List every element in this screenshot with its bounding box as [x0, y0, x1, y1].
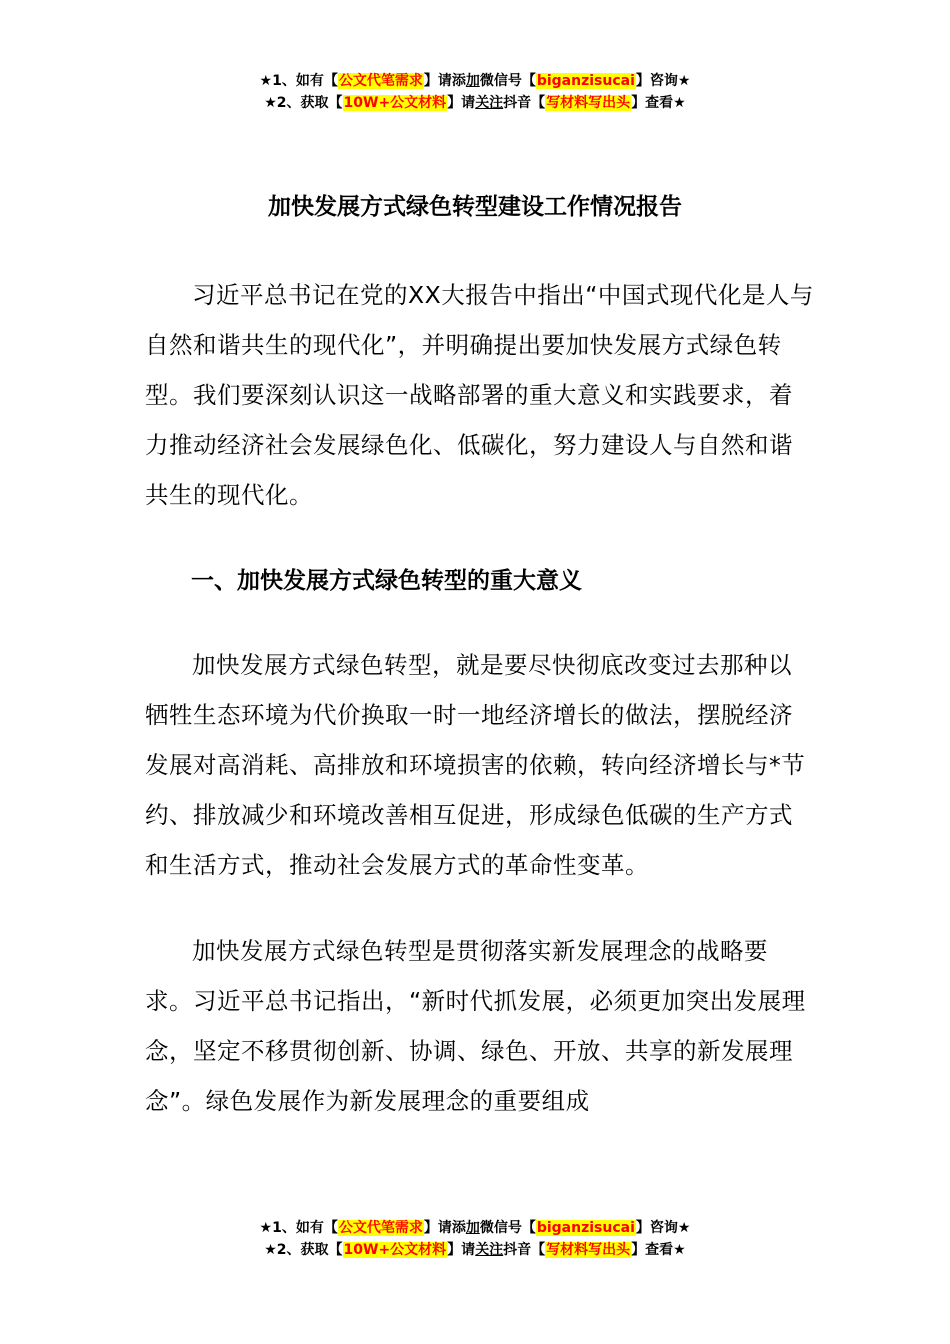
banner-text: 抖音【: [503, 1242, 546, 1258]
banner-text: 】请: [447, 1242, 476, 1258]
banner-text: ★1、如有【: [259, 1220, 338, 1236]
banner-underlined-text: 关注: [475, 1242, 504, 1258]
paragraph-2: 加快发展方式绿色转型是贯彻落实新发展理念的战略要求。习近平总书记指出，“新时代抓发展，必须更加突出发展理念，坚定不移贯彻创新、协调、绿色、开放、共享的新发展理念”。绿色发展作为新发展理念的重要组成: [145, 937, 806, 1115]
banner-highlight: 10W+公文材料: [343, 1242, 447, 1258]
banner-underlined-text: 加: [465, 1220, 480, 1236]
banner-highlight: 公文代笔需求: [338, 73, 423, 89]
banner-douyin-id: 写材料写出头: [546, 95, 631, 111]
banner-text: ★2、获取【: [264, 95, 343, 111]
banner-douyin-id: 写材料写出头: [546, 1242, 631, 1258]
header-banner: [0, 70, 950, 114]
banner-text: 】咨询★: [635, 1220, 691, 1236]
footer-banner: [0, 1217, 950, 1261]
banner-highlight: 公文代笔需求: [338, 1220, 423, 1236]
banner-text: 微信号【: [479, 73, 536, 89]
banner-text: 】请添: [423, 73, 466, 89]
banner-text: 】请: [447, 95, 476, 111]
paragraph-1: 加快发展方式绿色转型，就是要尽快彻底改变过去那种以牺牲生态环境为代价换取一时一地经济增长的做法，摆脱经济发展对高消耗、高排放和环境损害的依赖，转向经济增长与*节约、排放减少和环境改善相互促进，形成绿色低碳的生产方式和生活方式，推动社会发展方式的革命性变革。: [145, 651, 806, 879]
banner-line-1: [0, 1217, 950, 1239]
banner-text: 】查看★: [631, 1242, 686, 1258]
document-title: 加快发展方式绿色转型建设工作情况报告: [268, 194, 682, 220]
banner-text: 】咨询★: [635, 73, 691, 89]
banner-text: 微信号【: [479, 1220, 536, 1236]
banner-text: 】请添: [423, 1220, 466, 1236]
banner-wechat-id: biganzisucai: [536, 1220, 635, 1236]
banner-underlined-text: 关注: [475, 95, 504, 111]
banner-text: 抖音【: [503, 95, 546, 111]
banner-highlight: 10W+公文材料: [343, 95, 447, 111]
banner-wechat-id: biganzisucai: [536, 73, 635, 89]
paragraph-intro: 习近平总书记在党的XX大报告中指出“中国式现代化是人与自然和谐共生的现代化”，并明确提出要加快发展方式绿色转型。我们要深刻认识这一战略部署的重大意义和实践要求，着力推动经济社会发展绿色化、低碳化，努力建设人与自然和谐共生的现代化。: [145, 281, 814, 509]
banner-line-1: [0, 70, 950, 92]
banner-text: ★2、获取【: [264, 1242, 343, 1258]
banner-underlined-text: 加: [465, 73, 480, 89]
document-body: [145, 270, 815, 1162]
banner-text: 】查看★: [631, 95, 686, 111]
banner-line-2: [0, 1239, 950, 1261]
banner-line-2: [0, 92, 950, 114]
section-heading-1: 一、加快发展方式绿色转型的重大意义: [191, 568, 582, 594]
banner-text: ★1、如有【: [259, 73, 338, 89]
